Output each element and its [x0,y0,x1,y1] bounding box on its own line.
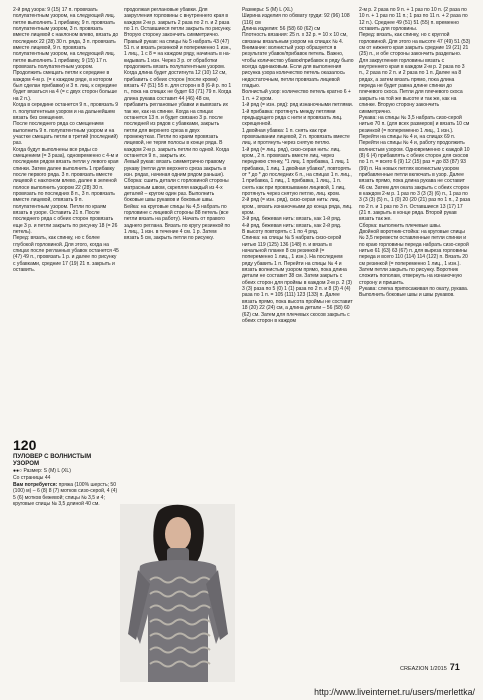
instruction-column-3: Размеры: S (M) L (XL) Ширина изделия по обхвату груди: 92 (96) 108 (116) см Длина изделия: 56 (58) 60 (62) см Плотность вязания: 25 п. х 32 р. = 10 х 10 см, связаны вязальным узором на спицах № 4. Внимание: волнистый узор образуется в результате убавок/прибавок петель. Важно, чтобы количество убавок/прибавок в ряду было всегда одинаковым. Если для выполнения рисунка узора количество петель оказалось недостаточным, петли провязать лицевой гладью. Волнистый узор: количество петель кратно 6 + 1 п. + 2 кром. 1-й ряд (= изн. ряд): ряд изнаночными петлями. 1-й прибавка: протянуть между петлями предыдущего ряда с нити и провязать лиц. скрещенной. 1 двойная убавка: 1 п. снять как при провязывании лицевой, 2 п. провязать вместе лиц. и протянуть через снятую петлю. 1-й ряд (= лиц. ряд), сизо-серая нить: лиц. кром., 2 п. провязать вместе лиц. через переднюю стенку, *1 лиц. 1 прибавка, 1 лиц. 1 прибавка, 1 лиц. 1 двойная убавка*, повторять от * до * до последних 6 п., на спицах 1 п. лиц., 1 прибавка, 1 лиц., 1 прибавка, 1 лиц., 1 п. снять как при провязывании лицевой, 1 лиц. протянуть через снятую петлю, лиц. кром. 2-й ряд (= изн. ряд), сизо-серая нить: лиц. кром., вязать изнаночными до конца ряда, лиц. кром. 3-й ряд, бежевая нить: вязать, как 1-й ряд. 4-й ряд, бежевая нить: вязать, как 2-й ряд. В высоту повторять с 1 по 4 ряд. Спинка: на спицы № 5 набрать сизо-серой нитью 119 (125) 136 (148) п. и вязать в начальной планке 8 см резинкой (= попеременно 1 лиц., 1 изн.). На последнем ряду убавить 1 п. Перейти на спицы № 4 и вязать волнистым узором прямо, пока длина детали не составит 38 см. Затем закрыть с обеих сторон для проймы в каждом 2-м р. 2 (3) 3 (3) раза по 5 (0) 1 (1) раза по 2 п. и 8 (3) 4 (4) раза по 1 п. = 105 (111) 123 (133) п. Далее вязать прямо, пока высота проймы не составит 18 (20) 22 (24) см, а длина детали – 56 (58) 60 (62) см. Затем для плечевых скосов закрыть с обеих сторон в каждом [242,7,354,324]
model-photo [120,504,235,682]
page-footer [400,664,460,673]
instruction-column-2: продолжая реглановые убавки. Для закругления горловины с внутреннего края в каждом 2-м р. закрыть 2 раза по 2 п. и 2 раза по 1 п. Оставшиеся петли закрыть по рисунку. Вторую сторону закончить симметрично. Правый рукав: на спицы № 5 набрать 43 (47) 51 п. и вязать резинкой и попеременно 1 изн., 1 лиц., 1 с 8 = на каждом ряду, начинать в на-кидывать 1 изн. Через 3 р. от обработки продолжить вязать полупатентным узором. Когда длина будет достигнута 12 (10) 12 см, прибавить с обеих сторон (после кромк) вязать 47 (51) 55 п. для сторон в 8 (6-й р. по 1 п., пока на спицах не будет 63 (71) 79 п. Когда длина рукава составит 44 (46) 48 см, прибавить реглановые убавки и вывязать их так же, как на спинке. Когда на спицах останется 13 п. и будет связано 3 р. после последней из рядов с убавками, закрыть петли для верхнего среза в двух промежутках. Петли по краям провязать лицевой, не теряя полосы в конце ряда. В каждом 2-м р. закрыть петли по одной. Когда останется 9 п., закрыть их. Левый рукав: вязать симметрично правому рукаву (петли для верхнего среза закрыть в изн. рядах, начиная одним рядом раньше). Сборка: сшить детали с горловиной стороны матрасным швом, скрепляя каждый из 4-х деталей – кругом один раз. Выполнить боковые швы рукавов и боковые швы. Бейка: на круговые спицы № 4,5 набрать по горловине с лицевой стороны 88 петель (все петли вязать на работу). Начать от правого заднего реглана. Вязать по кругу резинкой по 1 лиц., 1 изн. в течение 4 см. 1 р. Затем вязать 5 см, закрыть петли по рисунку. [124,7,232,242]
materials-label: Вам потребуется: [13,482,58,489]
pattern-number: 120 [13,437,37,453]
woman-sweater-photo-icon [120,504,235,682]
instruction-column-1: 2-й ряд узора: 9 (15) 17 п. провязать полупатентным узором, на следующей лиц. петле выполнить 1 прибавку, 9 п. провязать полупатентным узором, 3 п. провязать вместе лицевой с наклоном влево, вязать до последних 22 (28) 30 п. ряда, 3 п. провязать вместе лицевой, 9 п. провязать полупатентным узором, на следующей лиц. петле выполнить 1 прибавку, 9 (15) 17 п. провязать полупатентным узором. Продолжить смещать петли к середине в каждом 4-м р. (= к каждом ряде, в котором был сделан прибавки) и 3 п. лиц. к середине будет вязаться на 4 (= с двух сторон больше на 2 п.). Когда в середине останется 9 п., провязать 9 п. полупатентным узором и на дальнейшем вязать без смещения. После последнего ряда со смещением выполнить 9 п. полупатентным узором и на участке смещать петли в третий (последний) раз. Когда будут выполнены все ряды со смещением (= 3 раза), одновременно с 4-м и последним рядом вязать петли у левого края спинки. Затем далее выполнить 1 прибавку после первого ряда. 3 п. провязать вместе лицевой с наклоном влево, далее в зеленой полосе выполнить узором 22 (28) 30 п. провязать по последних 8 п., 3 п. провязать вместе лицевой, отвязать 9 п. полупатентным узором. Петли по краям вязать в узоре. Оставить 21 п. После последнего ряда с обеих сторон провязать еще 3 р. и петли закрыть по рисунку 18 (= 26 петель). Перед: вязать, как спинку, но с более глубокой горловиной. Для этого, когда на спицах после регланных убавок останется 45 (47) 49 п., провязать 1 р. и далее по рисунку с убавками, средние 17 (19) 21 п. закрыть и оставить. [13,7,119,274]
pattern-header [13,438,120,512]
pattern-reference: Со страницы 44 [13,474,51,481]
pattern-size-text: Размер: S (M) L (XL) [23,468,71,475]
source-url[interactable] [0,687,483,697]
source-url-text[interactable]: http://www.liveinternet.ru/users/merlettka/ [314,687,475,697]
materials-text: пряжа (100% шерсть; 50 (100) м) – 6 (8) 8 (7) мотков сизо-серой, 4 (4) 5 (6) мотков бежевой; спицы № 3,5 и 4; круговые спицы № 3,5 длиной 40 см. [13,482,118,508]
pattern-title: ПУЛОВЕР С ВОЛНИСТЫМ УЗОРОМ [13,453,92,468]
page-number: 71 [449,662,460,672]
instruction-column-4: 2-м р. 2 раза по 9 п. + 1 раз по 10 п. (2 раза по 10 п. + 1 раз по 11 п.; 1 раз по 11 п. + 2 раза по 12 п.). Среднее 49 (51) 51 (55) п. временно оставить для горловины. Перед: вязать, как спинку, но с круглой горловиной. Для этого на высоте 47 (49) 51 (53) см от нижнего края закрыть средние 19 (21) 21 (25) п., и обе стороны закончить раздельно. Для закругления горловины вязать с внутреннего края в каждом 2-м р. 2 раза по 3 п., 2 раза по 2 п. и 2 раза по 1 п. Далее на 8 рядах, а затем вязать прямо, пока длина переда не будет равна длине спинки до плечевого скоса. Петли для плечевого скоса закрыть на той же высоте и так же, как на спинке. Вторую сторону закончить симметрично. Рукава: на спицы № 3,5 набрать сизо-серой нитью 70 п. (для всех размеров) и вязать 10 см резинкой (= попеременно 1 лиц., 1 изн.). Перейти на спицы № 4 и, на спицах 69 п. Перейти на спицы № 4 и, работу продолжить волнистым узором. Одновременно с каждой 10 (8) 6 (4) прибавлять с обеих сторон для скосов по 1 п. = всего 6 (9) 12 (15) раз = до 83 (87) 93 (99) п. На новых петлях волнистым узором прибавленные петли включать в узор. Далее вязать прямо, пока длина рукава не составит 46 см. Затем для оката закрыть с обеих сторон в каждом 2-м р. 1 раз по 3 (3 (3) (6) п., 1 раз по 3 (3 (3) (5) п., 1 (0) 20 (20 (21) раз по 1 п., 2 раза по 2 п. и 1 раз по 3 п. Оставшиеся 13 (17) 17 (21 п. закрыть в конце ряда. Второй рукав вязать так же. Сборка: выполнить плечевые швы. Двойной воротник-стойка: на круговые спицы № 3,5 перевести оставленные петли спинки и по краю горловины переда набрать сизо-серой нитью 61 (63) 63 (67) п. для выреза горловины переда и всего 110 (114) 114 (122) п. Вязать 20 см резинкой (= попеременно 1 лиц., 1 изн.). Затем петли закрыть по рисунку. Воротник сложить пополам, отвернуть на изнаночную сторону и пришить. Рукава: слегка припосаживая по окату, рукава. Выполнить боковые швы и швы рукавов. [359,7,471,299]
magazine-name: CREAZION 1/2015 [400,666,447,672]
materials-needed [13,482,120,507]
difficulty-dots-icon: ●●○ [13,468,23,475]
